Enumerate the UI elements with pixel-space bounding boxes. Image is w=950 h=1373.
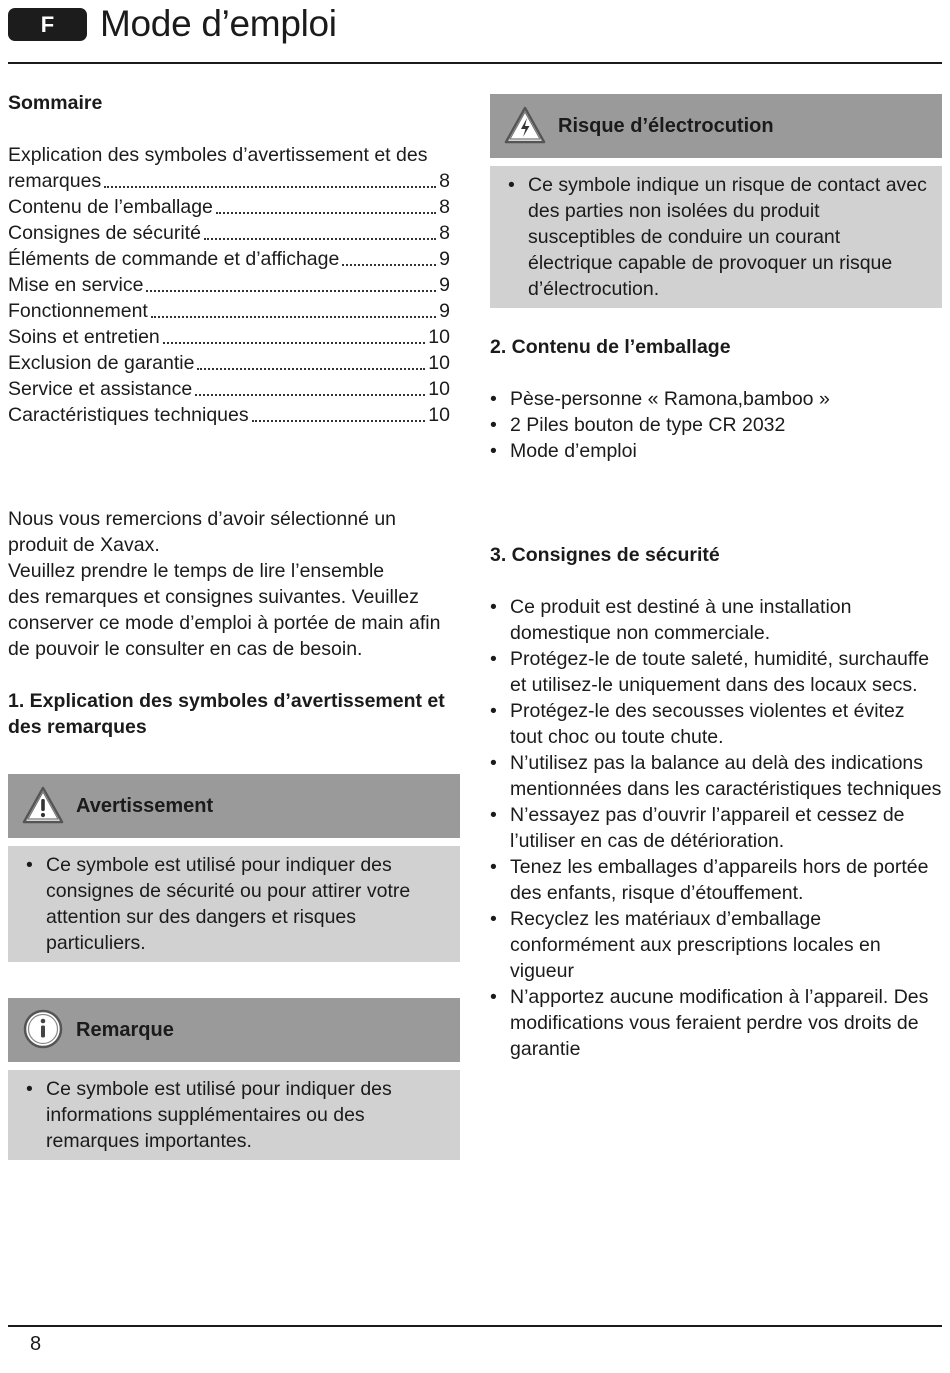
electrocution-box (490, 94, 942, 308)
toc-entry (8, 220, 450, 246)
toc-leader-dots (216, 212, 436, 214)
list-item: • N’apportez aucune modification à l’appareil. Des modifications vous feraient perdre vos droits de garantie (490, 984, 942, 1062)
intro-line: Nous vous remercions d’avoir sélectionné un (8, 508, 397, 530)
toc-entry (8, 246, 450, 272)
electrocution-box-header (490, 94, 942, 158)
toc-entry (8, 376, 450, 402)
toc-entry-first-line: Explication des symboles d’avertissement et des (8, 144, 428, 166)
note-box (8, 998, 460, 1160)
toc-entry-label: Soins et entretien (8, 326, 160, 348)
left-column (8, 90, 460, 1160)
toc-entry-label: Exclusion de garantie (8, 352, 195, 374)
toc-leader-dots (104, 186, 436, 188)
toc-leader-dots (163, 342, 426, 344)
intro-line: des remarques et consignes suivantes. Veuillez (8, 586, 419, 608)
warning-box-header (8, 774, 460, 838)
note-box-header (8, 998, 460, 1062)
toc-entry-page: 8 (439, 170, 450, 192)
toc-entry-label: remarques (8, 170, 102, 192)
page-number: 8 (30, 1333, 42, 1355)
toc-leader-dots (195, 394, 425, 396)
toc-leader-dots (146, 290, 436, 292)
toc-entry (8, 402, 450, 428)
list-item: • Mode d’emploi (490, 438, 942, 464)
toc-entry (8, 298, 450, 324)
toc-entry-page: 9 (439, 274, 450, 296)
toc-entry (8, 194, 450, 220)
list-item: • Protégez-le des secousses violentes et évitez tout choc ou toute chute. (490, 698, 942, 750)
electrocution-box-text: • Ce symbole indique un risque de contact avec des parties non isolées du produit susceptibles de conduire un courant électrique capable de provoquer un risque d’électrocution. (508, 172, 928, 302)
toc-entry (8, 168, 450, 194)
box-spacer (8, 838, 460, 846)
intro-line: conserver ce mode d’emploi à portée de main afin (8, 612, 441, 634)
table-of-contents (8, 142, 460, 428)
toc-entry-page: 10 (428, 326, 450, 348)
toc-leader-dots (342, 264, 436, 266)
toc-entry-label: Caractéristiques techniques (8, 404, 249, 426)
toc-entry-page: 8 (439, 222, 450, 244)
list-item: • N’essayez pas d’ouvrir l’appareil et cessez de l’utiliser en cas de détérioration. (490, 802, 942, 854)
section3-title: 3. Consignes de sécurité (490, 544, 720, 566)
list-item: • Ce produit est destiné à une installation domestique non commerciale. (490, 594, 942, 646)
header-divider (8, 62, 942, 64)
toc-leader-dots (204, 238, 436, 240)
safety-instructions-list (490, 594, 942, 1062)
warning-box (8, 774, 460, 962)
toc-entry-label: Fonctionnement (8, 300, 148, 322)
toc-title: Sommaire (8, 92, 103, 114)
page-title: Mode d’emploi (100, 3, 337, 44)
toc-entry-page: 9 (439, 300, 450, 322)
note-box-body (8, 1070, 460, 1160)
electrocution-box-body (490, 166, 942, 308)
toc-entry-page: 10 (428, 404, 450, 426)
right-column (490, 94, 942, 1062)
list-item: • Recyclez les matériaux d’emballage conformément aux prescriptions locales en vigueur (490, 906, 942, 984)
toc-entry (8, 350, 450, 376)
toc-entry-page: 9 (439, 248, 450, 270)
toc-entry (8, 324, 450, 350)
intro-line: de pouvoir le consulter en cas de besoin. (8, 638, 363, 660)
warning-triangle-icon (22, 785, 64, 825)
toc-entry-label: Service et assistance (8, 378, 193, 400)
language-badge: F (8, 8, 87, 41)
intro-line: Veuillez prendre le temps de lire l’ensemble (8, 560, 385, 582)
toc-entry-page: 8 (439, 196, 450, 218)
toc-leader-dots (151, 316, 436, 318)
electrocution-box-label: Risque d’électrocution (558, 115, 774, 137)
package-contents-list (490, 386, 942, 464)
note-box-label: Remarque (76, 1019, 174, 1041)
list-item: • Protégez-le de toute saleté, humidité, surchauffe et utilisez-le uniquement dans des locaux secs. (490, 646, 942, 698)
info-circle-icon (22, 1009, 64, 1049)
intro-line: produit de Xavax. (8, 534, 160, 556)
footer-divider (8, 1325, 942, 1327)
toc-entry-label: Consignes de sécurité (8, 222, 201, 244)
list-item: • N’utilisez pas la balance au delà des indications mentionnées dans les caractéristiques techniques (490, 750, 942, 802)
warning-box-label: Avertissement (76, 795, 214, 817)
intro-paragraph (8, 506, 460, 662)
note-box-text: • Ce symbole est utilisé pour indiquer des informations supplémentaires ou des remarques importantes. (26, 1076, 446, 1154)
box-spacer (8, 1062, 460, 1070)
toc-entry-label: Contenu de l’emballage (8, 196, 213, 218)
warning-box-text: • Ce symbole est utilisé pour indiquer des consignes de sécurité ou pour attirer votre attention sur des dangers et risques particuliers. (26, 852, 446, 956)
toc-entry-page: 10 (428, 378, 450, 400)
list-item: • Pèse-personne « Ramona,bamboo » (490, 386, 942, 412)
section1-title: 1. Explication des symboles d’avertissement et des remarques (8, 690, 445, 738)
toc-entry-page: 10 (428, 352, 450, 374)
toc-leader-dots (197, 368, 425, 370)
toc-entry-label: Éléments de commande et d’affichage (8, 248, 340, 270)
electric-shock-triangle-icon (504, 105, 546, 145)
toc-entry (8, 272, 450, 298)
list-item: • Tenez les emballages d’appareils hors de portée des enfants, risque d’étouffement. (490, 854, 942, 906)
toc-entry-label: Mise en service (8, 274, 144, 296)
box-spacer (490, 158, 942, 166)
section2-title: 2. Contenu de l’emballage (490, 336, 731, 358)
toc-leader-dots (252, 420, 426, 422)
list-item: • 2 Piles bouton de type CR 2032 (490, 412, 942, 438)
warning-box-body (8, 846, 460, 962)
